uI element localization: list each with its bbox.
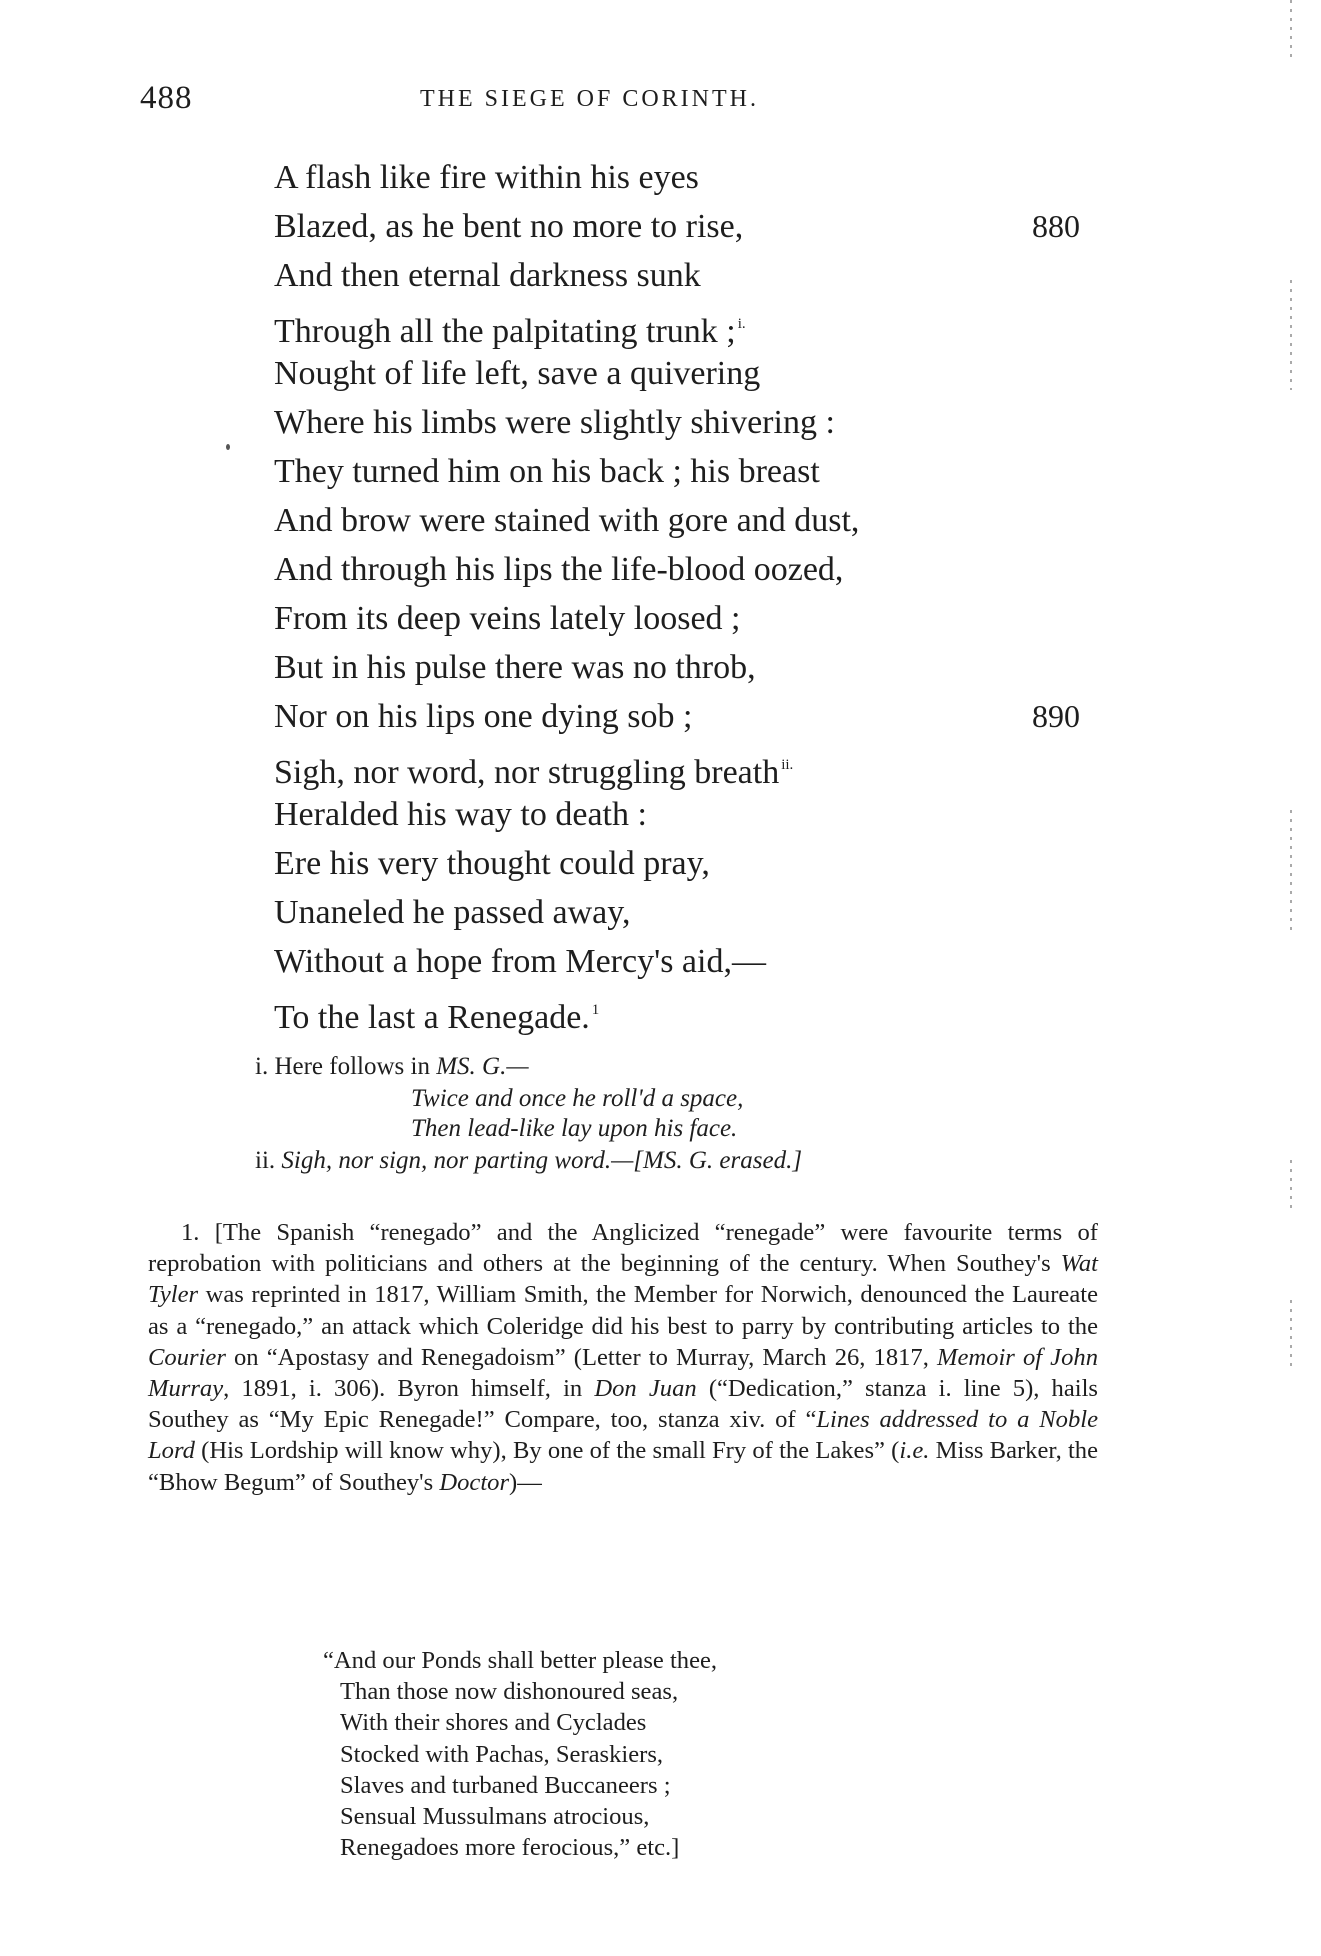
variant-marker: i. — [737, 316, 746, 332]
quote-line: Than those now dishonoured seas, — [340, 1678, 679, 1706]
page-header — [0, 80, 1321, 120]
poem-line: Heralded his way to death : — [274, 796, 647, 833]
scan-edge-mark — [1290, 810, 1292, 930]
quote-line: Slaves and turbaned Buccaneers ; — [340, 1771, 671, 1799]
scan-edge-mark — [1290, 1160, 1292, 1210]
poem-line: Sigh, nor word, nor struggling breath $^{ii.}$ — [274, 754, 794, 791]
footnote-paragraph: 1. [The Spanish “renegado” and the Anglicized “renegade” were favourite terms of reprobation with politicians and others at the beginning of the century. When Southey's Wat Tyler was reprinted in 1817, William Smith, the Member for Norwich, denounced the Laureate as a “renegado,” an attack which Coleridge did his best to parry by contributing articles to the Courier on “Apostasy and Renegadoism” (Letter to Murray, March 26, 1817, Memoir of John Murray, 1891, i. 306). Byron himself, in Don Juan (“Dedication,” stanza i. line 5), hails Southey as “My Epic Renegade!” Compare, too, stanza xiv. of “Lines addressed to a Noble Lord (His Lordship will know why), By one of the small Fry of the Lakes” (i.e. Miss Barker, the “Bhow Begum” of Southey's Doctor)— — [148, 1219, 1099, 1496]
quote-line: Renegadoes more ferocious,” etc.] — [340, 1834, 680, 1862]
line-number: 880 — [1032, 208, 1080, 244]
variant-verse: Twice and once he roll'd a space, — [411, 1085, 744, 1112]
poem-text — [274, 153, 1134, 1035]
quote-line: Sensual Mussulmans atrocious, — [340, 1802, 650, 1830]
poem-line: Through all the palpitating trunk ; $^{i.}$ — [274, 313, 746, 350]
poem-line: But in his pulse there was no throb, — [274, 649, 756, 686]
running-title: THE SIEGE OF CORINTH. — [420, 86, 759, 112]
line-number: 890 — [1032, 698, 1080, 734]
poem-line: Unaneled he passed away, — [274, 894, 631, 931]
variant-i: i. Here follows in MS. G.— — [255, 1053, 529, 1080]
variant-readings — [255, 1050, 1105, 1178]
poem-line: To the last a Renegade. $^1$ — [274, 999, 600, 1036]
scan-edge-mark — [1290, 0, 1292, 60]
poem-line: And through his lips the life-blood oozed, — [274, 551, 844, 588]
footnote-marker: 1 — [591, 1002, 600, 1018]
ink-speck — [226, 444, 230, 450]
poem-line: Where his limbs were slightly shivering : — [274, 404, 835, 441]
poem-line: Nought of life left, save a quivering — [274, 355, 761, 392]
variant-verse: Then lead-like lay upon his face. — [411, 1115, 738, 1142]
poem-line: From its deep veins lately loosed ; — [274, 600, 741, 637]
footnote — [148, 1217, 1098, 1498]
poem-line: Without a hope from Mercy's aid,— — [274, 943, 766, 980]
poem-line: And then eternal darkness sunk — [274, 257, 701, 294]
poem-line: Nor on his lips one dying sob ; 890 — [274, 692, 1134, 741]
variant-marker: ii. — [781, 757, 794, 773]
poem-line: Ere his very thought could pray, — [274, 845, 710, 882]
scan-edge-mark — [1290, 280, 1292, 390]
poem-line: They turned him on his back ; his breast — [274, 453, 820, 490]
variant-ii: ii. Sigh, nor sign, nor parting word.—[MS. G. erased.] — [255, 1147, 803, 1174]
poem-line: A flash like fire within his eyes — [274, 159, 699, 196]
quote-line: With their shores and Cyclades — [340, 1709, 647, 1737]
poem-line: And brow were stained with gore and dust, — [274, 502, 860, 539]
quote-line: “And our Ponds shall better please thee, — [323, 1647, 718, 1674]
page-number: 488 — [140, 80, 193, 116]
poem-line: Blazed, as he bent no more to rise, 880 — [274, 202, 1134, 251]
scan-edge-mark — [1290, 1300, 1292, 1370]
quote-line: Stocked with Pachas, Seraskiers, — [340, 1740, 664, 1768]
footnote-quotation — [323, 1645, 717, 1863]
